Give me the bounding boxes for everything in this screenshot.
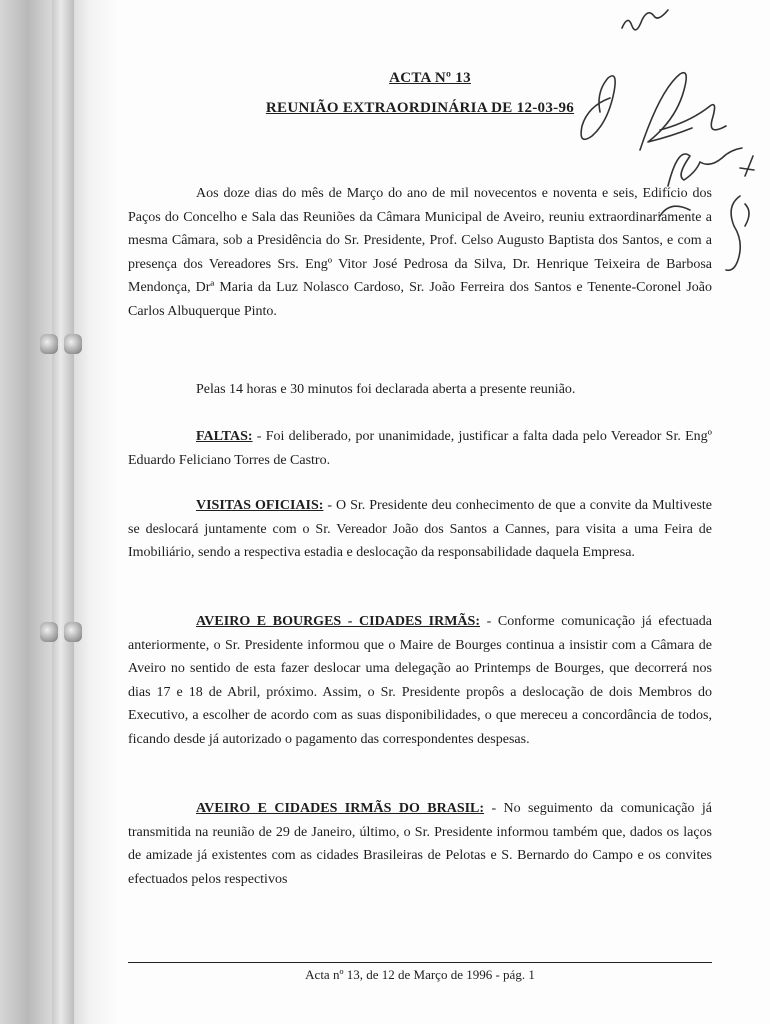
section-heading: FALTAS:: [196, 429, 253, 444]
paragraph-text: - Foi deliberado, por unanimidade, justificar a falta dada pelo Vereador Sr. Engº Eduardo Feliciano Torres de Castro.: [128, 429, 712, 468]
section-heading: AVEIRO E CIDADES IRMÃS DO BRASIL:: [196, 801, 485, 816]
paragraph-opening-time: [128, 378, 712, 402]
paragraph-opening: [128, 182, 712, 323]
paragraph-text: - Conforme comunicação já efectuada anteriormente, o Sr. Presidente informou que o Maire de Bourges continua a insistir com a Câmara de Aveiro no sentido de esta fazer deslocar uma delegação ao Printemps de Bourges, que decorrerá nos dias 17 e 18 de Abril, próximo. Assim, o Sr. Presidente propôs a deslocação de dois Membros do Executivo, a escolher de acordo com as suas disponibilidades, o que mereceu a concordância de todos, ficando desde já autorizado o pagamento das correspondentes despesas.: [128, 614, 712, 747]
paragraph-text: - No seguimento da comunicação já transmitida na reunião de 29 de Janeiro, último, o Sr. Presidente informou também que, dados os laços de amizade já existentes com as cidades Brasileiras de Pelotas e S. Bernardo do Campo e os convites efectuados pelos respectivos: [128, 801, 713, 887]
paragraph-aveiro-bourges: [128, 610, 712, 751]
paragraph-text: Pelas 14 horas e 30 minutos foi declarada aberta a presente reunião.: [196, 382, 576, 397]
binding-ring-right-icon: [64, 622, 82, 642]
document-subtitle: REUNIÃO EXTRAORDINÁRIA DE 12-03-96: [265, 100, 575, 116]
page-footer: Acta nº 13, de 12 de Março de 1996 - pág. 1: [305, 967, 535, 982]
paragraph-visitas-oficiais: [128, 494, 712, 565]
section-heading: VISITAS OFICIAIS:: [196, 498, 324, 513]
paragraph-faltas: [128, 425, 712, 472]
binding-ring-left-icon: [40, 334, 58, 354]
document-title: ACTA Nº 13: [389, 70, 471, 86]
section-heading: AVEIRO E BOURGES - CIDADES IRMÃS:: [196, 614, 480, 629]
binding-ring-right-icon: [64, 334, 82, 354]
paragraph-aveiro-brasil: [128, 797, 712, 891]
paragraph-text: Aos doze dias do mês de Março do ano de mil novecentos e noventa e seis, Edifício dos Paços do Concelho e Sala das Reuniões da Câmara Municipal de Aveiro, reuniu extraordinariamente a mesma Câmara, sob a Presidência do Sr. Presidente, Prof. Celso Augusto Baptista dos Santos, e com a presença dos Vereadores Srs. Engº Vitor José Pedrosa da Silva, Dr. Henrique Teixeira de Barbosa Mendonça, Drª Maria da Luz Nolasco Cardoso, Sr. João Ferreira dos Santos e Tenente-Coronel João Carlos Albuquerque Pinto.: [128, 186, 712, 319]
footer-divider: [128, 962, 712, 963]
binding-spine: [52, 0, 74, 1024]
paragraph-text: - O Sr. Presidente deu conhecimento de que a convite da Multiveste se deslocará juntamente com o Sr. Vereador João dos Santos a Cannes, para visita a uma Feira de Imobiliário, sendo a respectiva estadia e deslocação da responsabilidade daquela Empresa.: [128, 498, 712, 560]
binding-ring-left-icon: [40, 622, 58, 642]
